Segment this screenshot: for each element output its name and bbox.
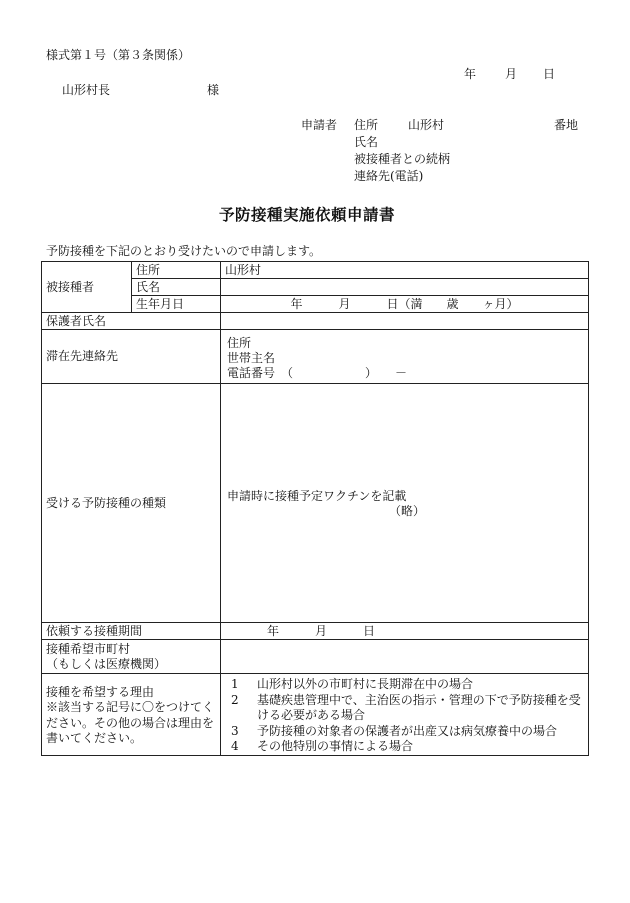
reason-number: 2	[231, 692, 239, 707]
vaccine-cell[interactable]	[221, 384, 589, 623]
recipient-address-value: 山形村	[221, 262, 589, 279]
recipient-birth-value[interactable]: 年 月 日（満 歳 ヶ月）	[221, 296, 589, 313]
table-row	[42, 640, 589, 674]
recipient-name-value[interactable]	[221, 279, 589, 296]
reason-number: 1	[231, 677, 239, 691]
reason-item[interactable]	[225, 693, 584, 724]
applicant-name-label: 氏名	[354, 135, 379, 149]
recipient-birth-label: 生年月日	[132, 296, 221, 313]
municipality-cell	[42, 640, 221, 674]
reason-item[interactable]	[225, 739, 584, 755]
application-table	[41, 261, 589, 756]
page-title: 予防接種実施依頼申請書	[219, 205, 396, 224]
recipient-label: 被接種者	[42, 262, 132, 313]
table-row	[42, 384, 589, 623]
recipient-address-label: 住所	[132, 262, 221, 279]
reason-text: 基礎疾患管理中で、主治医の指示・管理の下で予防接種を受ける必要がある場合	[257, 692, 581, 722]
vaccine-note: 申請時に接種予定ワクチンを記載	[227, 489, 407, 503]
form-number: 様式第１号（第３条関係）	[46, 48, 191, 62]
guardian-label: 保護者氏名	[42, 313, 221, 330]
reason-text: 予防接種の対象者の保護者が出産又は病気療養中の場合	[257, 723, 558, 738]
reason-label: 接種を希望する理由	[46, 684, 155, 699]
reason-number: 3	[231, 723, 239, 738]
table-row	[42, 623, 589, 640]
date-month: 月	[505, 67, 518, 81]
reason-number: 4	[231, 739, 239, 753]
stay-phone-label: 電話番号 （ ） －	[227, 365, 408, 380]
table-row	[42, 330, 589, 384]
table-row	[42, 674, 589, 756]
reason-item[interactable]	[225, 724, 584, 740]
date-day: 日	[543, 67, 556, 81]
applicant-relation-label: 被接種者との続柄	[354, 152, 451, 166]
applicant-contact-label: 連絡先(電話)	[354, 169, 424, 183]
reason-text: 山形村以外の市町村に長期滞在中の場合	[257, 677, 474, 691]
table-row	[42, 313, 589, 330]
reason-item[interactable]	[225, 677, 584, 693]
reason-list	[221, 674, 589, 756]
vaccine-omit: （略）	[388, 504, 425, 518]
applicant-label: 申請者	[301, 118, 338, 132]
table-row	[42, 262, 589, 279]
addressee: 山形村長	[62, 83, 111, 97]
period-label: 依頼する接種期間	[42, 623, 221, 640]
guardian-value[interactable]	[221, 313, 589, 330]
municipality-label: 接種希望市町村	[46, 641, 131, 656]
vaccine-label: 受ける予防接種の種類	[42, 384, 221, 623]
intro-text: 予防接種を下記のとおり受けたいので申請します。	[46, 244, 322, 258]
reason-text: その他特別の事情による場合	[257, 739, 414, 753]
applicant-address-label: 住所	[354, 118, 379, 132]
municipality-value[interactable]	[221, 640, 589, 674]
stay-label: 滞在先連絡先	[42, 330, 221, 384]
stay-contact-cell[interactable]	[221, 330, 589, 384]
recipient-name-label: 氏名	[132, 279, 221, 296]
period-value[interactable]: 年 月 日	[221, 623, 589, 640]
stay-head-label: 世帯主名	[227, 350, 276, 365]
reason-note: ※該当する記号に〇をつけてください。その他の場合は理由を書いてください。	[46, 700, 215, 746]
municipality-sub: （もしくは医療機関）	[46, 656, 167, 671]
applicant-address-value: 山形村	[408, 118, 445, 132]
date-year: 年	[464, 67, 477, 81]
stay-address-label: 住所	[227, 335, 252, 350]
addressee-suffix: 様	[207, 83, 220, 97]
applicant-address-suffix: 番地	[554, 118, 579, 132]
reason-label-cell	[42, 674, 221, 756]
